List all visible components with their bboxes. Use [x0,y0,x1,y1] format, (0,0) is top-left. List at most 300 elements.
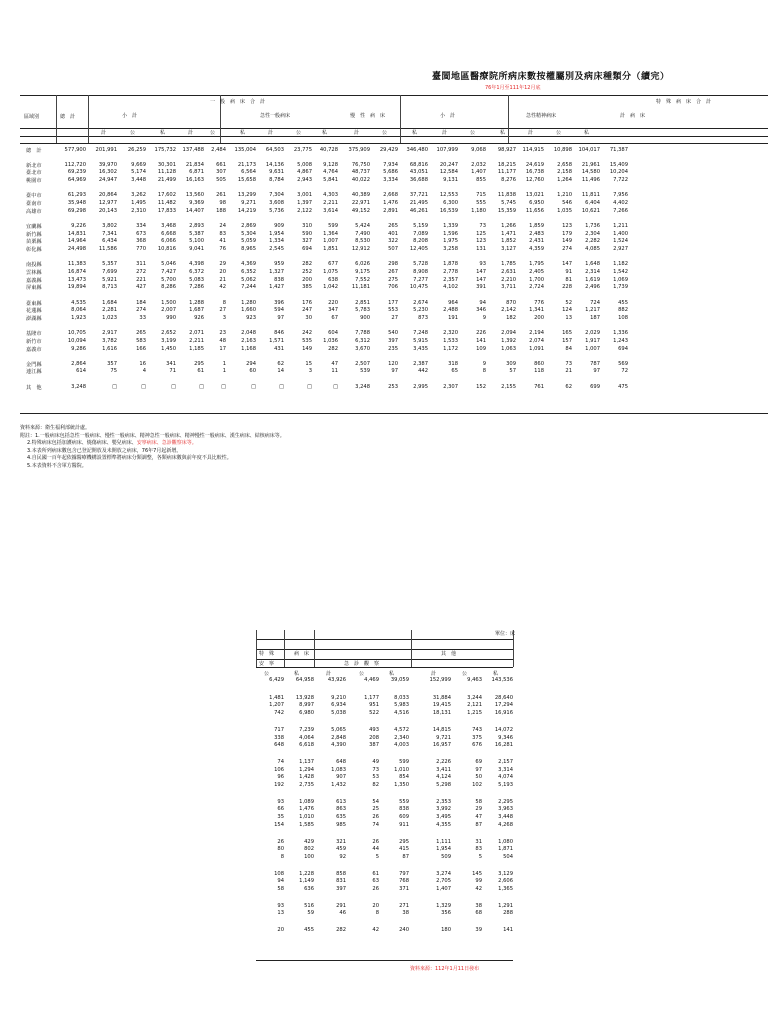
table-cell: 1,975 [443,238,458,245]
table-cell: 165 [562,330,572,337]
table-cell: 25 [372,806,379,813]
table-cell: 863 [336,806,346,813]
table-cell: 6,066 [161,238,176,245]
note-2b: 安寧病床、急診觀察床 [136,440,187,447]
table-cell: 16 [139,360,146,367]
table-cell: 2,848 [331,734,346,741]
header-sub2-0: 計 [101,130,107,136]
table-cell: 3,199 [161,337,176,344]
table-cell: 4,402 [613,200,628,206]
table-cell: 54 [372,798,379,805]
header-sub-4: 小 計 [440,113,456,119]
row-label: 基隆市 [26,331,42,338]
table-cell: 18,131 [432,710,451,717]
table-cell: 11,586 [98,246,117,252]
table-cell: 5,298 [436,782,451,788]
table-cell: 49 [372,758,379,765]
table-cell: 145 [472,870,482,877]
table-cell: 149 [302,345,312,352]
table-cell: 182 [506,314,516,321]
table-cell: 14,219 [237,207,256,214]
table-cell: 4,867 [297,169,312,176]
table-cell: 242 [302,330,312,337]
table-cell: 1,089 [299,798,314,805]
table-cell: 14,072 [494,726,513,733]
table-cell: 2,340 [394,734,409,741]
table-cell: 11 [331,368,338,375]
table-cell: 7,277 [413,276,428,283]
table-cell: 180 [441,927,451,934]
table-cell: 6,564 [241,169,256,176]
table-cell: 97 [391,368,398,375]
table-cell: 60 [249,368,256,375]
header-group-a: 一 般 病 床 合 計 [210,99,266,105]
table-cell: 4,268 [498,821,513,828]
table-cell: 7,956 [613,192,628,199]
table-cell: 4,516 [394,710,409,717]
table-cell: 5,008 [297,161,312,168]
table-cell: 5,304 [241,230,256,237]
table-cell: 16,874 [67,268,86,275]
header-sub2-11: 私 [412,130,418,136]
table-cell: 699 [590,383,600,390]
header-sub-6: 公 [462,671,468,677]
table-cell: 141 [476,337,486,344]
header-sub-1 [190,112,195,119]
table-cell: 2,314 [585,268,600,275]
table-cell: 635 [336,814,346,821]
table-cell: 106 [274,766,284,773]
table-cell: 64,969 [67,177,86,184]
table-cell: 1,007 [323,238,338,245]
table-cell: 58 [475,798,482,805]
table-cell: 8,276 [501,177,516,184]
table-cell: 13,473 [67,276,86,283]
table-cell: 3,435 [413,345,428,352]
table-cell: 97 [593,368,600,375]
table-cell: 923 [246,314,256,321]
table-cell: □ [112,383,117,390]
header-sub-6: 計 病 床 [620,113,646,119]
table-cell: 275 [388,276,398,283]
table-cell: 5,700 [161,276,176,283]
table-cell: 12,405 [409,246,428,252]
table-cell: 42 [219,284,226,291]
table-cell: 2,307 [443,383,458,390]
table-cell: 882 [618,307,628,314]
table-cell: 2,943 [297,177,312,184]
header-sub-2: 計 [326,671,332,677]
table-cell: 22,971 [351,200,370,206]
table-cell: 334 [136,222,146,229]
table-cell: 599 [399,758,409,765]
table-cell: 493 [369,726,379,733]
table-cell: 74 [277,758,284,765]
table-cell: 47 [475,814,482,821]
table-cell: 6,312 [355,337,370,344]
table-cell: 124 [562,307,572,314]
row-label: 宜蘭縣 [26,223,42,230]
note-1: 附註：1.一般病床包括急性一般病床、慢性一般病床、精神急性一般病床、精神慢性一般病床、漢生病床、結核病床等。 [20,432,285,439]
table-cell: 9,463 [467,677,482,683]
table-cell: □ [199,383,204,390]
header-b: 病 床 [294,651,310,657]
table-cell: 62 [565,383,572,390]
table-cell: 2,483 [529,230,544,237]
table-cell: 516 [304,902,314,909]
table-cell: 26 [277,838,284,845]
table-cell: 17 [219,345,226,352]
header-sub2-5: 私 [240,130,246,136]
table-cell: 3,468 [161,222,176,229]
table-cell: 154 [274,821,284,828]
table-cell: 17,294 [494,702,513,709]
table-cell: 1,243 [613,337,628,344]
table-cell: 6,618 [299,742,314,749]
table-cell: 475 [618,383,628,390]
table-cell: 7,788 [355,330,370,337]
table-cell: 98 [219,200,226,206]
header-sub-3: 公 [359,671,365,677]
table-cell: 8,908 [413,268,428,275]
table-cell: 6,668 [161,230,176,237]
header-sub2-7: 公 [296,130,302,136]
table-cell: 19,894 [67,284,86,291]
table-cell: 1,350 [394,782,409,788]
table-cell: 67 [331,314,338,321]
row-label: 桃園市 [26,178,42,185]
table-cell: 75 [110,368,117,375]
table-cell: 57 [509,368,516,375]
table-cell: 2,496 [585,284,600,291]
table-cell: 4,359 [529,246,544,252]
table-cell: 92 [339,853,346,860]
table-cell: 838 [399,806,409,813]
table-cell: 48 [219,337,226,344]
table-cell: 1,280 [241,299,256,306]
table-cell: 282 [328,345,338,352]
table-cell: 8,530 [355,238,370,245]
table-cell: 8,033 [394,694,409,701]
table-cell: 4,124 [436,774,451,781]
table-cell: 2,995 [413,383,428,390]
table-cell: 1,172 [443,345,458,352]
table-cell: 559 [399,798,409,805]
header-sub2-3: 計 [188,130,194,136]
note-4: 4.自民國一百年起依據醫療機構設置標準將病床分類調整，各類病床數與前年度不具比較性。 [27,455,232,462]
table-cell: 1,023 [102,314,117,321]
table-cell: 338 [274,734,284,741]
table-cell: 1,291 [498,902,513,909]
table-cell: 2,032 [471,161,486,168]
table-cell: 39,059 [390,677,409,683]
table-cell: 310 [302,222,312,229]
row-label: 南投縣 [26,262,42,269]
table-sheet-1 [20,95,768,415]
table-cell: 253 [388,383,398,390]
table-cell: 192 [274,782,284,788]
table-cell: 97 [475,766,482,773]
table-cell: 7,722 [613,177,628,184]
note-5: 5.本表資料不含軍方醫院。 [27,462,87,469]
table-cell: 1,392 [501,337,516,344]
table-cell: 35 [277,814,284,821]
table-cell: 66 [277,806,284,813]
table-cell: 397 [388,337,398,344]
table-cell: 1,069 [613,276,628,283]
table-cell: 61 [372,870,379,877]
table-cell: 20 [219,268,226,275]
table-cell: 5,728 [413,261,428,268]
table-cell: 1,687 [189,307,204,314]
table-cell: 53 [372,774,379,781]
col-divider [513,630,514,667]
table-cell: 14,407 [185,207,204,214]
table-cell: 131 [476,246,486,252]
table-cell: 23,775 [293,147,312,153]
note-2a: 2.特殊病床包括加護病床、燒傷病床、嬰兒病床、 [27,440,137,447]
table-cell: 15 [305,360,312,367]
page-title: 臺閩地區醫療院所病床數按權屬別及病床種類分（續完） [432,72,670,82]
table-cell: 5,046 [161,261,176,268]
table-cell: 1,042 [323,284,338,291]
table-cell: 1,481 [269,694,284,701]
table-cell: 8,965 [241,246,256,252]
table-cell: 9,669 [131,161,146,168]
table-cell: 265 [388,222,398,229]
table-cell: 9,175 [355,268,370,275]
table-cell: 33 [139,314,146,321]
table-cell: 1,334 [269,238,284,245]
table-cell: 27 [391,314,398,321]
table-cell: 311 [136,261,146,268]
table-cell: 1,210 [557,192,572,199]
table-cell: 84 [565,345,572,352]
table-cell: 5,921 [102,276,117,283]
table-cell: 81 [565,276,572,283]
table-cell: 14,964 [67,238,86,245]
header-sub-5: 計 [431,671,437,677]
table-cell: 7,699 [102,268,117,275]
table-cell: 761 [534,383,544,390]
table-cell: 48,737 [351,169,370,176]
table-cell: 26 [372,886,379,892]
table-cell: 8 [280,853,284,860]
row-label: 澎湖縣 [26,315,42,322]
table-cell: 3,711 [501,284,516,291]
table-cell: 137,488 [182,147,204,153]
table-cell: 200 [534,314,544,321]
table-cell: 1,571 [269,337,284,344]
table-cell: 13 [565,314,572,321]
table-cell: 1,177 [364,694,379,701]
table-cell: 1,182 [613,261,628,268]
table-cell: 9,271 [241,200,256,206]
table-cell: 694 [302,246,312,252]
table-cell: 13,928 [295,694,314,701]
table-cell: 2,484 [211,147,226,153]
table-cell: 911 [399,821,409,828]
row-label: 彰化縣 [26,247,42,253]
table-cell: 1,010 [299,814,314,821]
table-cell: □ [333,383,338,390]
table-cell: 143,536 [491,677,513,683]
table-cell: 1,852 [501,238,516,245]
col-divider [400,95,401,143]
row-label: 新北市 [26,162,42,169]
table-cell: 5,686 [383,169,398,176]
table-cell: 1,795 [529,261,544,268]
table-cell: 177 [388,299,398,306]
table-cell: 6,934 [331,702,346,709]
table-cell: 1,495 [131,200,146,206]
table-cell: 2,631 [501,268,516,275]
header-c1: 安 寧 [259,661,275,667]
table-cell: 187 [590,314,600,321]
table-cell: 29 [475,806,482,813]
table-cell: 1,648 [585,261,600,268]
table-cell: 282 [302,261,312,268]
table-cell: 2,893 [189,222,204,229]
note-3: 3.本表所列病床數包含已登記開放及未開放之病床，76年7月起新增。 [27,447,182,454]
table-cell: 555 [476,200,486,206]
table-cell: 2,211 [189,337,204,344]
table-cell: 341 [166,360,176,367]
table-cell: 295 [194,360,204,367]
table-cell: □ [307,383,312,390]
table-cell: 43,926 [327,677,346,683]
table-cell: 1,288 [189,299,204,306]
table-cell: 429 [304,838,314,845]
table-cell: 909 [274,222,284,229]
table-cell: 11,128 [157,169,176,176]
row-label: 其 他 [26,384,42,391]
table-cell: 52 [565,299,572,306]
table-cell: 3,334 [383,177,398,184]
table-cell: 147 [562,261,572,268]
table-cell: 3,248 [71,383,86,390]
table-cell: 100 [304,853,314,860]
table-cell: 17,602 [157,192,176,199]
table-cell: 1,859 [529,222,544,229]
table-cell: 39 [475,927,482,934]
table-cell: 743 [472,726,482,733]
table-cell: 1,365 [498,886,513,892]
table-cell: 274 [562,246,572,252]
table-cell: 43,051 [409,169,428,176]
table-cell: 26 [372,814,379,821]
table-cell: 661 [216,161,226,168]
table-cell: 4,003 [394,742,409,749]
table-cell: 157 [562,337,572,344]
table-cell: 3,127 [501,246,516,252]
table-cell: 64,958 [295,677,314,683]
table-cell: 368 [136,238,146,245]
table-cell: 614 [76,368,86,375]
table-cell: 21 [219,276,226,283]
row-label: 新竹縣 [26,231,42,238]
table-cell: 69,239 [67,169,86,176]
table-cell: 93 [479,261,486,268]
note-2c: 等。 [186,440,197,447]
table-cell: 8,997 [299,702,314,709]
table-cell: 175,732 [154,147,176,153]
table-cell: 1,168 [241,345,256,352]
table-cell: 2,163 [241,337,256,344]
table-cell: 109 [476,345,486,352]
table-cell: 2,652 [161,330,176,337]
table-cell: 240 [399,927,409,934]
table-cell: 226 [476,330,486,337]
table-cell: 112,720 [64,161,86,168]
table-cell: 2,735 [299,782,314,788]
col-divider [411,630,412,667]
table-cell: 71 [169,368,176,375]
table-cell: 599 [328,222,338,229]
rule-line [256,639,513,640]
table-cell: 1,432 [331,782,346,788]
table-cell: 83 [475,846,482,853]
table-cell: 9,131 [443,177,458,184]
table-cell: 19,415 [432,702,451,709]
header-sub2-4: 公 [210,130,216,136]
table-cell: 846 [274,330,284,337]
table-cell: 427 [136,284,146,291]
table-cell: 282 [336,927,346,934]
header-sub-0: 小 計 [122,113,138,119]
table-cell: 1,400 [613,230,628,237]
table-cell: 10,204 [609,169,628,176]
table-cell: 1,329 [436,902,451,909]
header-a: 特 殊 [259,651,275,657]
table-cell: 415 [399,846,409,853]
table-cell: 1,217 [585,307,600,314]
table-cell: 97 [277,314,284,321]
table-cell: 371 [399,886,409,892]
table-cell: 346 [476,307,486,314]
table-cell: 442 [418,368,428,375]
table-cell: 39,970 [98,161,117,168]
table-cell: 553 [388,307,398,314]
table-cell: 2,281 [102,307,117,314]
table-cell: 179 [562,230,572,237]
table-cell: 83 [219,230,226,237]
col-divider [284,630,285,667]
table-cell: 93 [277,798,284,805]
col-divider [56,95,57,143]
table-cell: 4,102 [443,284,458,291]
table-cell: 4,074 [498,774,513,781]
table-cell: 2,211 [323,200,338,206]
table-cell: 5,387 [189,230,204,237]
table-cell: 8,286 [161,284,176,291]
header-sub-3: 慢 性 病 床 [350,113,386,119]
table-cell: 1,585 [299,821,314,828]
table-cell: 5,159 [413,222,428,229]
table-cell: 12,553 [439,192,458,199]
table-cell: 2,194 [529,330,544,337]
rule-line [20,95,768,96]
row-label: 屏東縣 [26,285,42,292]
table-cell: 583 [136,337,146,344]
table-cell: 123 [562,222,572,229]
table-cell: 1,266 [501,222,516,229]
table-cell: 2,210 [501,276,516,283]
table-cell: 71,387 [609,147,628,153]
table-cell: 8 [222,299,226,306]
table-cell: 6,026 [355,261,370,268]
table-cell: 1,427 [269,284,284,291]
